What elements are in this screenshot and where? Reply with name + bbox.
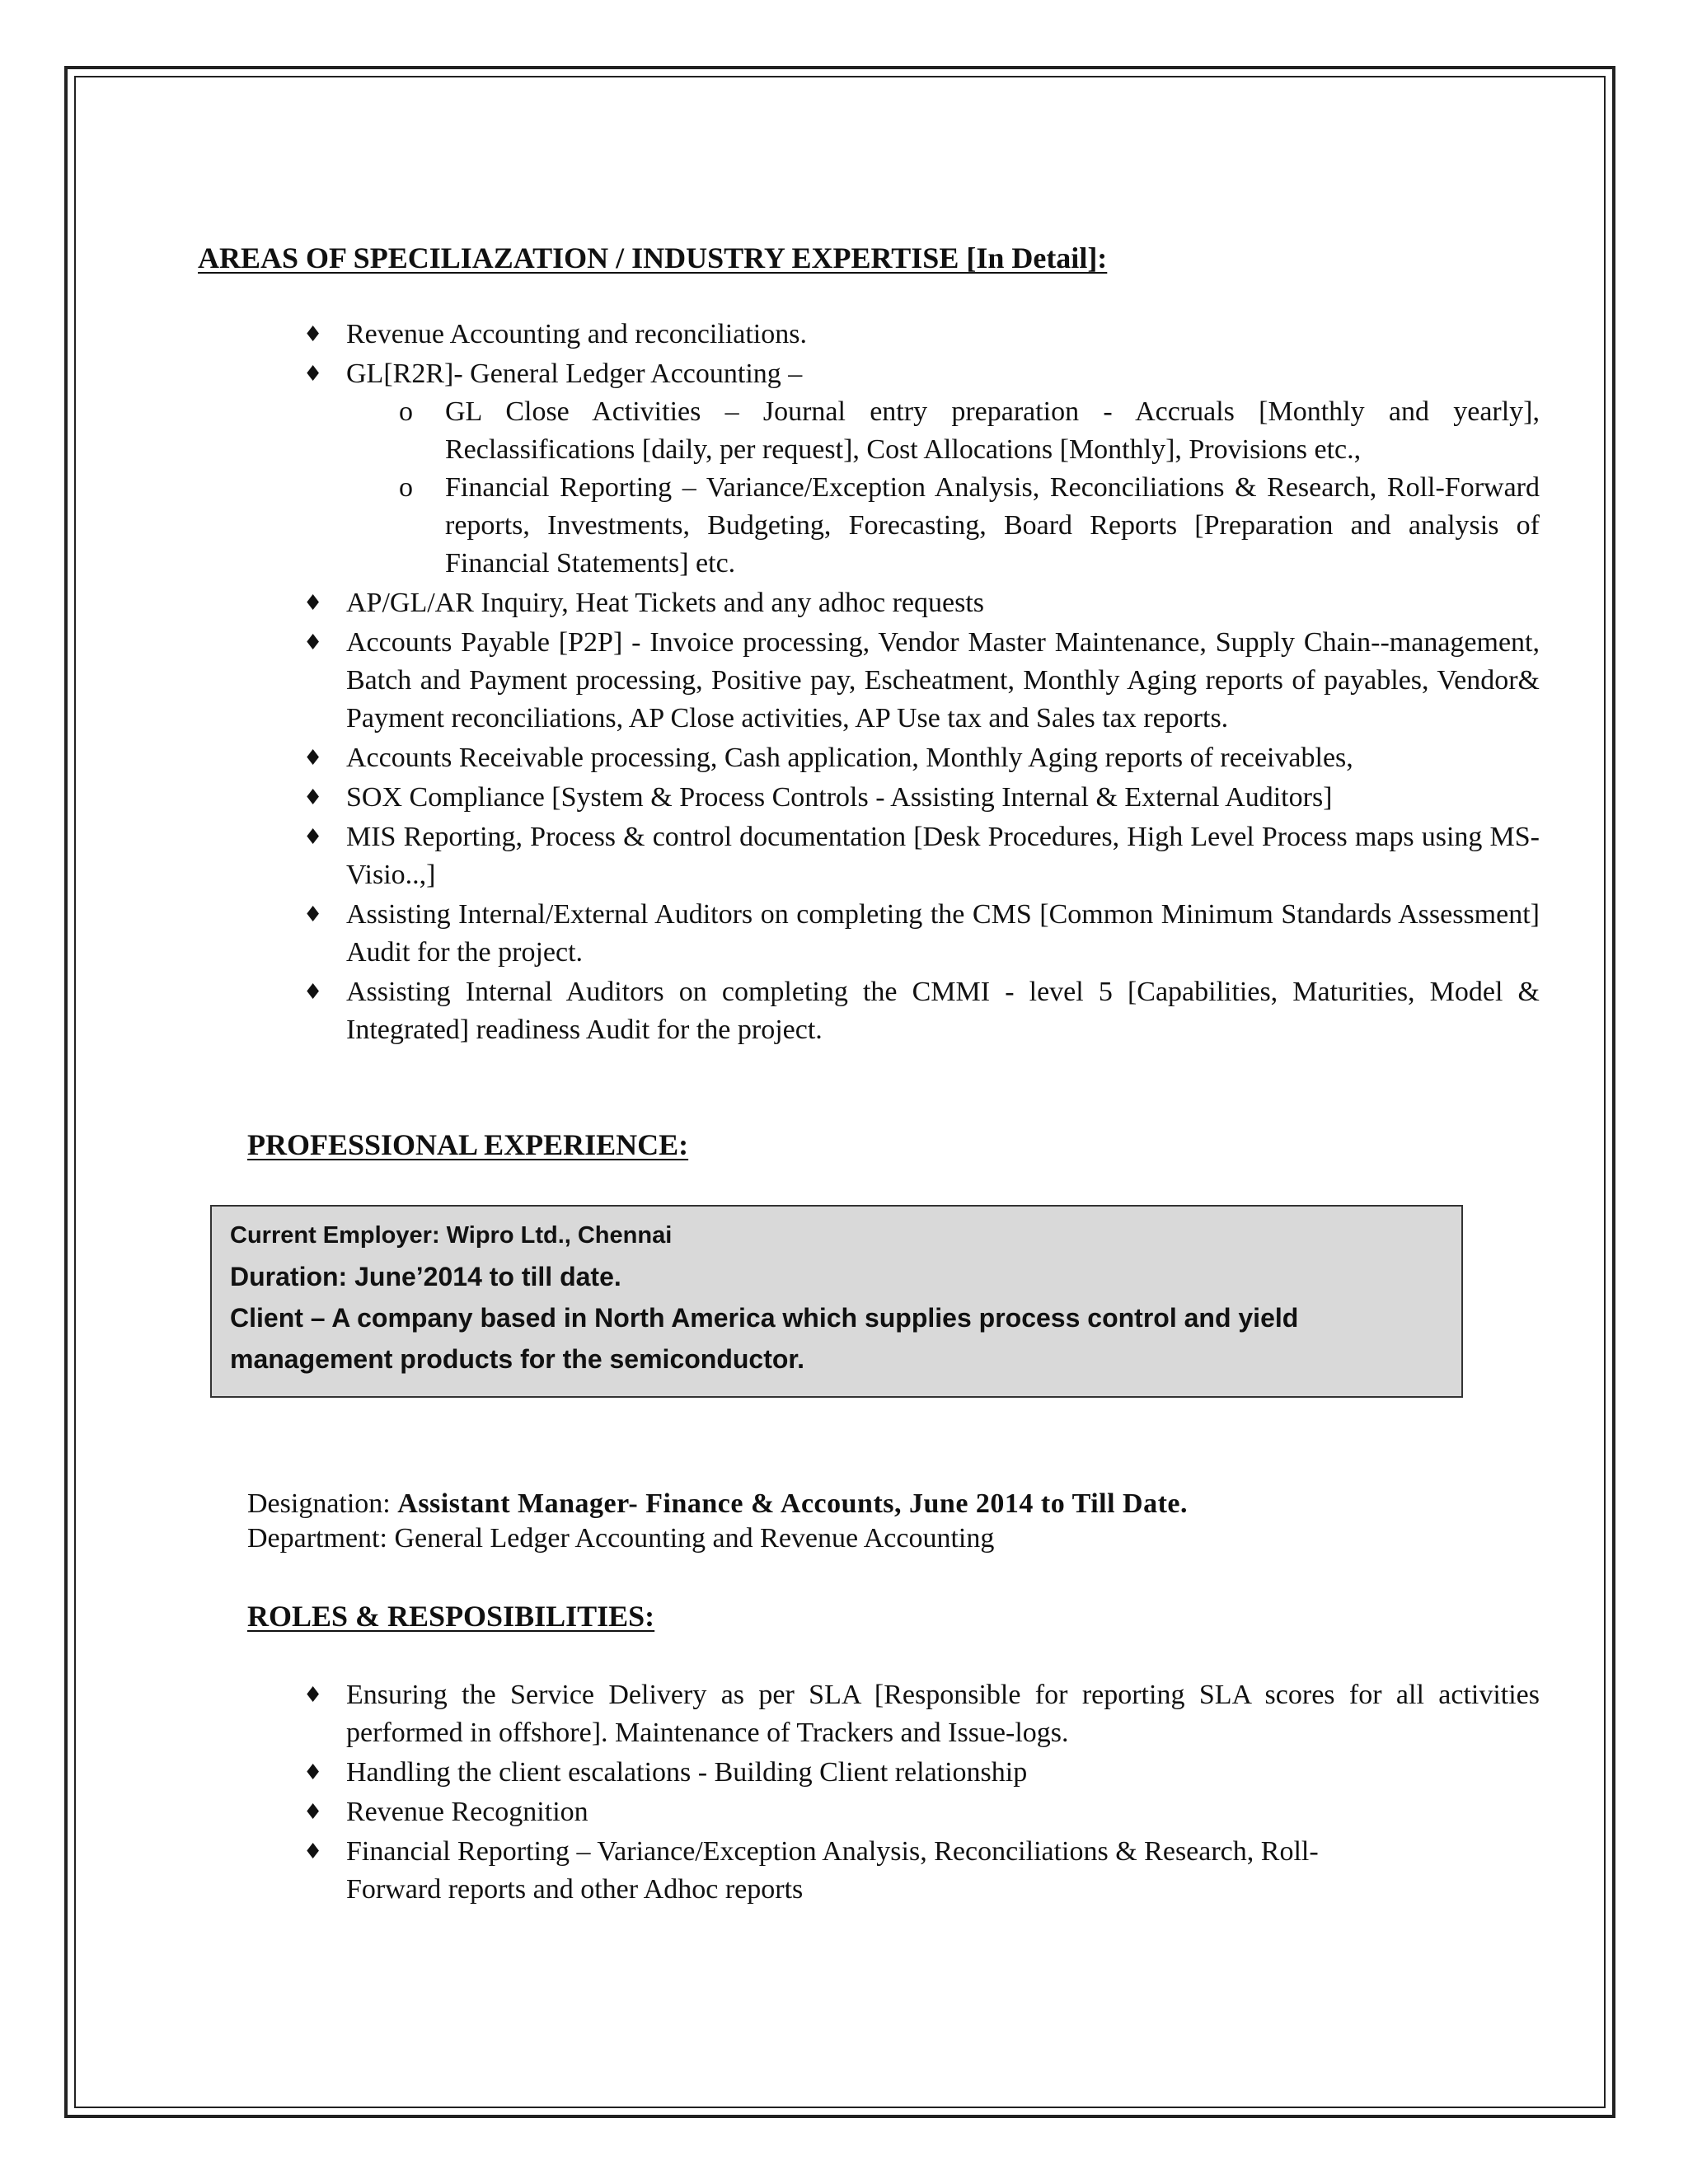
department-value: General Ledger Accounting and Revenue Accounting: [394, 1523, 995, 1554]
designation-line: [247, 1488, 1188, 1520]
diamond-bullet-icon: ♦: [303, 362, 323, 387]
diamond-bullet-icon: ♦: [303, 785, 323, 810]
diamond-bullet-icon: ♦: [303, 825, 323, 850]
list-item: ♦ SOX Compliance [System & Process Controls - Assisting Internal & External Auditors]: [303, 779, 1540, 817]
list-item: ♦ Handling the client escalations - Building Client relationship: [303, 1754, 1540, 1792]
diamond-bullet-icon: ♦: [303, 1840, 323, 1864]
diamond-bullet-icon: ♦: [303, 322, 323, 347]
sub-list-item: o Financial Reporting – Variance/Exception Analysis, Reconciliations & Research, Roll-Forward reports, Investments, Budgeting, Forecasting, Board Reports [Preparation and analysis of Financial Statements] etc.: [346, 469, 1540, 583]
sub-list-item: o GL Close Activities – Journal entry preparation - Accruals [Monthly and yearly], Reclassifications [daily, per request], Cost Allocations [Monthly], Provisions etc.,: [346, 393, 1540, 469]
list-item: ♦ Ensuring the Service Delivery as per SLA [Responsible for reporting SLA scores for all activities performed in offshore]. Maintenance of Trackers and Issue-logs.: [303, 1676, 1540, 1752]
specialization-list: [303, 316, 1540, 1049]
diamond-bullet-icon: ♦: [303, 630, 323, 655]
diamond-bullet-icon: ♦: [303, 980, 323, 1005]
list-item: ♦ Revenue Recognition: [303, 1793, 1540, 1831]
gl-sub-list: [346, 393, 1540, 583]
list-item: ♦ Financial Reporting – Variance/Exception Analysis, Reconciliations & Research, Roll-Forward reports and other Adhoc reports: [303, 1833, 1335, 1909]
department-label: Department:: [247, 1523, 387, 1554]
list-item: ♦ Assisting Internal/External Auditors on completing the CMS [Common Minimum Standards Assessment] Audit for the project.: [303, 896, 1540, 972]
circle-bullet-icon: o: [399, 472, 413, 503]
circle-bullet-icon: o: [399, 396, 413, 427]
diamond-bullet-icon: ♦: [303, 1683, 323, 1708]
diamond-bullet-icon: ♦: [303, 1800, 323, 1825]
specialization-heading: AREAS OF SPECILIAZATION / INDUSTRY EXPERTISE [In Detail]:: [198, 241, 1108, 274]
list-item: ♦ GL[R2R]- General Ledger Accounting – o GL Close Activities – Journal entry preparation - Accruals [Monthly and yearly], Reclassifications [daily, per request], Cost Allocations [Monthly], Provisions etc., o Financial Reporting – Variance/Exception Analysis, Reconciliations & Research, Roll-Forward reports, Investments, Budgeting, Forecasting, Board Reports [Preparation and analysis of Financial Statements] etc.: [303, 355, 1540, 583]
department-line: [247, 1523, 994, 1554]
list-item: ♦ Assisting Internal Auditors on completing the CMMI - level 5 [Capabilities, Maturities, Model & Integrated] readiness Audit for the project.: [303, 973, 1540, 1049]
roles-list: [303, 1676, 1540, 1909]
client-line: Client – A company based in North America which supplies process control and yield management products for the semiconductor.: [230, 1303, 1299, 1374]
duration-line: Duration: June’2014 to till date.: [230, 1262, 621, 1291]
employer-box: [210, 1205, 1463, 1398]
diamond-bullet-icon: ♦: [303, 902, 323, 927]
experience-heading: PROFESSIONAL EXPERIENCE:: [247, 1128, 689, 1161]
diamond-bullet-icon: ♦: [303, 1760, 323, 1785]
designation-label: Designation:: [247, 1488, 391, 1519]
list-item: ♦ Revenue Accounting and reconciliations.: [303, 316, 1540, 354]
diamond-bullet-icon: ♦: [303, 591, 323, 616]
list-item: ♦ MIS Reporting, Process & control documentation [Desk Procedures, High Level Process maps using MS-Visio..,]: [303, 818, 1540, 894]
list-item: ♦ Accounts Payable [P2P] - Invoice processing, Vendor Master Maintenance, Supply Chain--management, Batch and Payment processing, Positive pay, Escheatment, Monthly Aging reports of payables, Vendor& Payment reconciliations, AP Close activities, AP Use tax and Sales tax reports.: [303, 624, 1540, 738]
list-item: ♦ Accounts Receivable processing, Cash application, Monthly Aging reports of receivables,: [303, 739, 1540, 777]
roles-heading: ROLES & RESPOSIBILITIES:: [247, 1600, 655, 1633]
employer-line: Current Employer: Wipro Ltd., Chennai: [230, 1222, 673, 1249]
designation-value: Assistant Manager- Finance & Accounts, June 2014 to Till Date.: [397, 1488, 1189, 1519]
diamond-bullet-icon: ♦: [303, 746, 323, 771]
list-item: ♦ AP/GL/AR Inquiry, Heat Tickets and any adhoc requests: [303, 584, 1540, 622]
